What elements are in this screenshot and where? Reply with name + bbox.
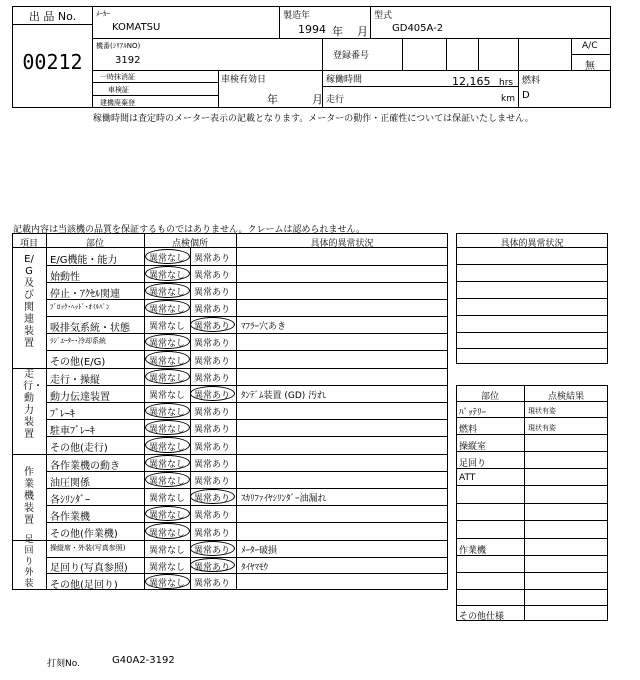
ng-option: 異常あり — [194, 477, 231, 487]
row-part: ﾌﾞﾚｰｷ — [50, 409, 75, 420]
side-row-part: 足回り — [459, 459, 487, 469]
expiry-month-unit: 月 — [312, 93, 323, 106]
row-detail: ﾏﾌﾗｰ穴あき — [241, 322, 287, 332]
row-detail: ﾒｰﾀｰ破損 — [241, 546, 278, 556]
ac-value: 無 — [585, 61, 595, 72]
ok-circle-mark — [145, 300, 190, 315]
side-row-result: 現状有姿 — [528, 407, 556, 415]
ok-option: 異常なし — [149, 494, 186, 504]
ok-option: 異常なし — [149, 288, 186, 298]
hours-label: 稼働時間 — [326, 75, 363, 85]
col-item-header: 項目 — [19, 239, 38, 249]
ng-option: 異常あり — [194, 374, 231, 384]
ng-option: 異常あり — [194, 254, 231, 264]
expiry-year-unit: 年 — [267, 93, 278, 106]
ok-circle-mark — [145, 249, 190, 264]
year-value: 1994 — [298, 23, 326, 36]
side-row-result: 現状有姿 — [528, 424, 556, 432]
side-row-part: ﾊﾞｯﾃﾘｰ — [459, 408, 487, 418]
row-part: 操縦席・外装(写真参照) — [50, 544, 126, 552]
ok-circle-mark — [145, 506, 190, 521]
row-part: 足回り(写真参照) — [50, 563, 128, 574]
col-part-header: 部位 — [85, 239, 104, 249]
row-detail: ｽｶﾘﾌｧｲﾔｼﾘﾝﾀﾞｰ油漏れ — [241, 494, 327, 504]
inspection-expiry-label: 車検有効日 — [221, 75, 267, 85]
year-label: 製造年 — [283, 11, 311, 21]
ok-option: 異常なし — [149, 322, 186, 332]
ok-option: 異常なし — [149, 305, 186, 315]
ng-option: 異常あり — [194, 288, 231, 298]
row-part: その他(足回り) — [50, 580, 118, 591]
ok-option: 異常なし — [149, 271, 186, 281]
ng-option: 異常あり — [194, 271, 231, 281]
ok-circle-mark — [145, 472, 190, 487]
ng-option: 異常あり — [194, 391, 231, 401]
ng-option: 異常あり — [194, 563, 231, 573]
stamp-label: 打刻No. — [47, 659, 80, 669]
col-check-header: 点検個所 — [171, 239, 208, 249]
row-part: 動力伝達装置 — [50, 392, 110, 403]
ok-option: 異常なし — [149, 529, 186, 539]
ng-circle-mark — [190, 541, 235, 556]
travel-label: 走行 — [326, 95, 345, 105]
hours-value: 12,165 — [452, 75, 491, 88]
row-part: ﾌﾞﾛｯｸ･ﾍｯﾄﾞ･ｵｲﾙﾊﾟﾝ — [50, 303, 110, 311]
reg-label: 登録番号 — [333, 51, 370, 61]
ng-option: 異常あり — [194, 322, 231, 332]
ok-circle-mark — [145, 283, 190, 298]
ok-circle-mark — [145, 523, 190, 539]
serial-value: 3192 — [115, 55, 141, 66]
group-label: E/G及び関連装置 — [24, 254, 34, 349]
ok-circle-mark — [145, 351, 190, 367]
side-row-part: ATT — [459, 473, 476, 483]
lot-label: 出 品 No. — [28, 10, 77, 23]
ok-circle-mark — [145, 420, 190, 435]
ok-option: 異常なし — [149, 425, 186, 435]
ng-option: 異常あり — [194, 529, 231, 539]
lot-number: 00212 — [22, 50, 83, 74]
ng-circle-mark — [190, 386, 235, 401]
ok-circle-mark — [145, 334, 190, 349]
row-detail: ﾀｲﾔﾏﾓｳ — [241, 563, 269, 573]
fuel-label: 燃料 — [522, 76, 541, 86]
ac-label: A/C — [582, 41, 598, 51]
ok-option: 異常なし — [149, 254, 186, 264]
ng-option: 異常あり — [194, 425, 231, 435]
row-part: 吸排気系統・状態 — [50, 323, 130, 334]
model-value: GD405A-2 — [392, 23, 444, 34]
ng-option: 異常あり — [194, 443, 231, 453]
model-label: 型式 — [374, 11, 393, 21]
ng-option: 異常あり — [194, 546, 231, 556]
ok-circle-mark — [145, 403, 190, 418]
hours-unit: hrs — [499, 78, 514, 88]
ok-option: 異常なし — [149, 511, 186, 521]
row-part: その他(E/G) — [50, 357, 106, 368]
temp-label: 一時抹消証 — [100, 73, 135, 81]
inspection-cert-label: 車検証 — [108, 86, 129, 94]
ok-option: 異常なし — [149, 563, 186, 573]
ok-option: 異常なし — [149, 546, 186, 556]
ok-option: 異常なし — [149, 357, 186, 367]
row-part: 各ｼﾘﾝﾀﾞｰ — [50, 495, 90, 506]
ok-option: 異常なし — [149, 374, 186, 384]
ok-option: 異常なし — [149, 460, 186, 470]
ok-circle-mark — [145, 266, 190, 281]
row-part: 各作業機 — [50, 512, 90, 523]
ok-option: 異常なし — [149, 579, 186, 589]
row-detail: ﾀﾝﾃﾞﾑ装置 (GD) 汚れ — [241, 391, 327, 401]
ng-circle-mark — [190, 489, 235, 504]
row-part: ﾗｼﾞｴｰﾀｰ･冷却系統 — [50, 337, 106, 345]
side-row-part: 作業機 — [459, 546, 487, 556]
ng-option: 異常あり — [194, 511, 231, 521]
row-part: 各作業機の動き — [50, 461, 120, 472]
group-label: 作業機装置 — [24, 467, 34, 526]
maker-label: ﾒｰｶｰ — [96, 10, 110, 18]
row-part: その他(作業機) — [50, 529, 118, 540]
side-detail-header: 具体的異常状況 — [500, 239, 564, 249]
ok-option: 異常なし — [149, 339, 186, 349]
year-unit: 年 — [332, 25, 343, 38]
ng-option: 異常あり — [194, 408, 231, 418]
row-part: 駐車ﾌﾞﾚｰｷ — [50, 426, 95, 437]
ng-option: 異常あり — [194, 305, 231, 315]
ok-option: 異常なし — [149, 443, 186, 453]
ok-circle-mark — [145, 455, 190, 470]
ng-option: 異常あり — [194, 339, 231, 349]
row-part: 走行・操縦 — [50, 375, 100, 386]
group-label: 足回り外装 — [24, 535, 34, 589]
km-unit: km — [501, 94, 515, 104]
row-part: 油圧関係 — [50, 478, 90, 489]
side-row-part: 燃料 — [459, 425, 478, 435]
side-col-part: 部位 — [480, 392, 499, 402]
ok-option: 異常なし — [149, 408, 186, 418]
ng-option: 異常あり — [194, 579, 231, 589]
fuel-value: D — [522, 90, 530, 101]
ng-circle-mark — [190, 317, 235, 332]
quality-note: 記載内容は当該機の品質を保証するものではありません。クレームは認められません。 — [13, 225, 366, 235]
ng-option: 異常あり — [194, 357, 231, 367]
col-detail-header: 具体的異常状況 — [310, 239, 374, 249]
side-row-part: その他仕様 — [459, 612, 505, 622]
ok-circle-mark — [145, 574, 190, 589]
group-label: 走行・動力装置 — [23, 369, 43, 440]
ok-circle-mark — [145, 369, 190, 384]
ok-option: 異常なし — [149, 391, 186, 401]
row-part: 始動性 — [50, 272, 80, 283]
ng-option: 異常あり — [194, 460, 231, 470]
side-col-result: 点検結果 — [547, 392, 584, 402]
side-row-part: 操縦室 — [459, 442, 487, 452]
month-unit: 月 — [357, 25, 368, 38]
hours-note: 稼働時間は査定時のメーター表示の記載となります。メーターの動作・正確性については保証いたしません。 — [93, 114, 534, 124]
serial-label: 機番(ｼﾘｱﾙNO) — [96, 42, 141, 50]
ok-circle-mark — [145, 437, 190, 453]
ng-circle-mark — [190, 558, 235, 572]
ok-option: 異常なし — [149, 477, 186, 487]
maker-value: KOMATSU — [112, 22, 161, 33]
stamp-value: G40A2-3192 — [112, 655, 175, 666]
row-part: その他(走行) — [50, 443, 108, 454]
ng-option: 異常あり — [194, 494, 231, 504]
special-label: 建機廃棄登 — [100, 99, 135, 107]
row-part: E/G機能・能力 — [50, 255, 118, 266]
row-part: 停止・ｱｸｾﾙ関連 — [50, 289, 120, 300]
